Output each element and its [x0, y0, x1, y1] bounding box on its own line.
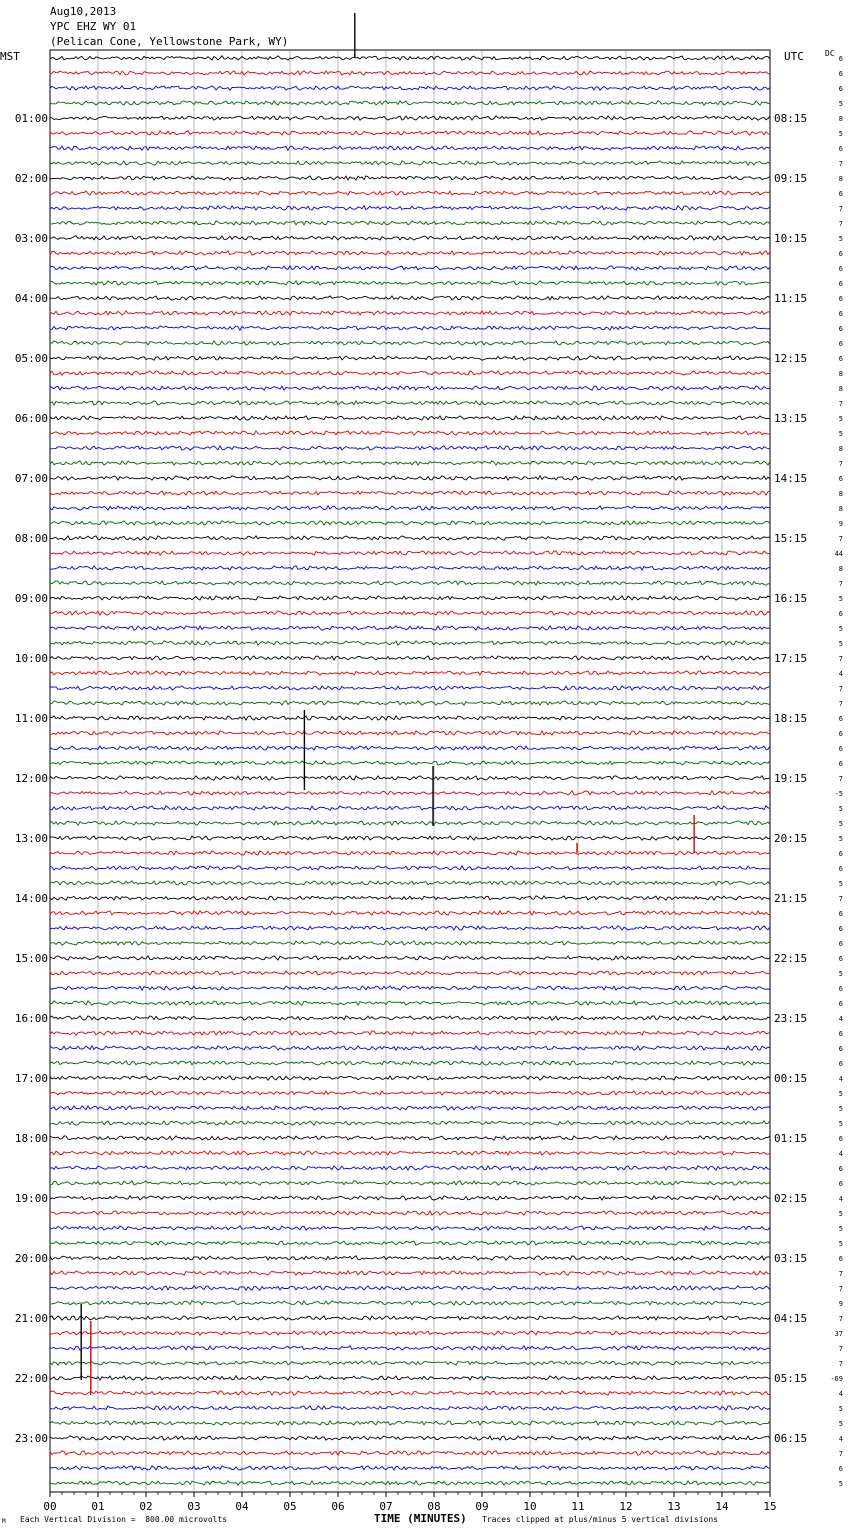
right-hour-label: 15:15: [774, 532, 808, 545]
x-tick-label: 10: [523, 1500, 537, 1513]
dc-offset-value: 4: [838, 1390, 843, 1398]
dc-offset-value: 5: [838, 820, 843, 828]
trace-line: [50, 881, 770, 885]
trace-line: [50, 656, 770, 660]
dc-offset-value: 6: [838, 910, 843, 918]
trace-line: [50, 296, 770, 300]
right-hour-label: 13:15: [774, 412, 808, 425]
left-hour-label: 08:00: [14, 532, 48, 545]
trace-line: [50, 1466, 770, 1470]
trace-line: [50, 1196, 770, 1200]
dc-offset-value: 6: [838, 340, 843, 348]
dc-offset-value: 9: [838, 1300, 843, 1308]
dc-offset-value: 6: [838, 295, 843, 303]
dc-offset-value: 6: [838, 1045, 843, 1053]
trace-line: [50, 356, 770, 360]
left-hour-label: 15:00: [14, 952, 48, 965]
trace-line: [50, 311, 770, 315]
dc-offset-value: 5: [838, 1090, 843, 1098]
trace-line: [50, 461, 770, 465]
x-tick-label: 05: [283, 1500, 297, 1513]
right-hour-label: 23:15: [774, 1012, 808, 1025]
vertical-scale-note: Each Vertical Division = 800.00 microvolts: [20, 1515, 228, 1524]
dc-offset-value: 5: [838, 1405, 843, 1413]
trace-line: [50, 146, 770, 150]
x-tick-label: 06: [331, 1500, 345, 1513]
dc-offset-value: -69: [830, 1375, 843, 1383]
trace-line: [50, 1001, 770, 1005]
x-tick-label: 04: [235, 1500, 249, 1513]
trace-line: [50, 1076, 770, 1080]
trace-line: [50, 851, 770, 855]
dc-offset-value: 8: [838, 370, 843, 378]
left-hour-label: 20:00: [14, 1252, 48, 1265]
trace-line: [50, 326, 770, 330]
left-hour-label: 06:00: [14, 412, 48, 425]
trace-line: [50, 1151, 770, 1155]
dc-offset-value: 5: [838, 1210, 843, 1218]
dc-offset-value: 6: [838, 1060, 843, 1068]
trace-line: [50, 1091, 770, 1095]
trace-line: [50, 716, 770, 720]
right-hour-label: 22:15: [774, 952, 808, 965]
trace-line: [50, 1376, 770, 1380]
trace-line: [50, 1316, 770, 1320]
trace-line: [50, 56, 770, 60]
trace-line: [50, 986, 770, 990]
trace-line: [50, 536, 770, 540]
dc-offset-value: 6: [838, 1135, 843, 1143]
dc-offset-value: 5: [838, 430, 843, 438]
dc-offset-value: 6: [838, 715, 843, 723]
trace-line: [50, 1436, 770, 1440]
dc-offset-value: 5: [838, 1420, 843, 1428]
dc-offset-value: 8: [838, 115, 843, 123]
dc-offset-value: 5: [838, 625, 843, 633]
trace-line: [50, 761, 770, 765]
dc-offset-value: 6: [838, 85, 843, 93]
trace-line: [50, 1361, 770, 1365]
dc-offset-value: 6: [838, 865, 843, 873]
dc-offset-value: 4: [838, 1150, 843, 1158]
dc-offset-value: 7: [838, 655, 843, 663]
dc-offset-value: 8: [838, 385, 843, 393]
dc-offset-value: 6: [838, 250, 843, 258]
dc-offset-value: 7: [838, 205, 843, 213]
dc-offset-value: 7: [838, 775, 843, 783]
right-hour-label: 09:15: [774, 172, 808, 185]
trace-line: [50, 911, 770, 915]
dc-offset-value: 4: [838, 1435, 843, 1443]
dc-offset-value: 6: [838, 955, 843, 963]
trace-line: [50, 491, 770, 495]
left-hour-label: 23:00: [14, 1432, 48, 1445]
trace-line: [50, 341, 770, 345]
trace-line: [50, 581, 770, 585]
left-hour-label: 13:00: [14, 832, 48, 845]
left-hour-label: 21:00: [14, 1312, 48, 1325]
dc-offset-value: 6: [838, 610, 843, 618]
left-hour-label: 22:00: [14, 1372, 48, 1385]
x-tick-label: 02: [139, 1500, 153, 1513]
dc-offset-value: 6: [838, 325, 843, 333]
dc-offset-value: 4: [838, 1075, 843, 1083]
dc-offset-value: 4: [838, 1195, 843, 1203]
dc-offset-value: 6: [838, 985, 843, 993]
trace-line: [50, 161, 770, 165]
trace-line: [50, 1256, 770, 1260]
left-hour-label: 04:00: [14, 292, 48, 305]
trace-line: [50, 836, 770, 840]
trace-line: [50, 1451, 770, 1455]
trace-line: [50, 266, 770, 270]
dc-offset-value: 37: [834, 1330, 843, 1338]
trace-line: [50, 191, 770, 195]
dc-offset-value: 7: [838, 535, 843, 543]
trace-line: [50, 1301, 770, 1305]
trace-line: [50, 806, 770, 810]
trace-line: [50, 221, 770, 225]
dc-offset-value: -5: [834, 790, 843, 798]
dc-offset-value: 7: [838, 895, 843, 903]
x-tick-label: 15: [763, 1500, 777, 1513]
dc-offset-value: 5: [838, 970, 843, 978]
trace-line: [50, 1181, 770, 1185]
dc-offset-value: 6: [838, 1180, 843, 1188]
x-tick-label: 12: [619, 1500, 633, 1513]
trace-line: [50, 236, 770, 240]
trace-line: [50, 926, 770, 930]
trace-line: [50, 521, 770, 525]
left-hour-label: 12:00: [14, 772, 48, 785]
dc-offset-value: 6: [838, 475, 843, 483]
dc-offset-value: 7: [838, 1315, 843, 1323]
left-hour-label: 01:00: [14, 112, 48, 125]
dc-offset-value: 8: [838, 445, 843, 453]
left-hour-label: 10:00: [14, 652, 48, 665]
trace-line: [50, 1061, 770, 1065]
dc-offset-value: 7: [838, 1360, 843, 1368]
dc-offset-value: 5: [838, 130, 843, 138]
trace-line: [50, 956, 770, 960]
dc-offset-value: 7: [838, 580, 843, 588]
dc-offset-value: 5: [838, 805, 843, 813]
x-tick-label: 08: [427, 1500, 441, 1513]
dc-offset-value: 7: [838, 1285, 843, 1293]
plot-frame: [50, 50, 770, 1492]
x-tick-label: 13: [667, 1500, 681, 1513]
trace-line: [50, 596, 770, 600]
trace-line: [50, 1346, 770, 1350]
trace-line: [50, 641, 770, 645]
left-hour-label: 18:00: [14, 1132, 48, 1145]
trace-line: [50, 626, 770, 630]
dc-offset-value: 5: [838, 415, 843, 423]
dc-offset-value: 7: [838, 220, 843, 228]
trace-line: [50, 896, 770, 900]
trace-line: [50, 1286, 770, 1290]
dc-offset-value: 6: [838, 55, 843, 63]
dc-offset-value: 5: [838, 1105, 843, 1113]
right-hour-label: 04:15: [774, 1312, 808, 1325]
left-hour-label: 02:00: [14, 172, 48, 185]
dc-offset-value: 6: [838, 745, 843, 753]
trace-line: [50, 1391, 770, 1395]
left-hour-label: 16:00: [14, 1012, 48, 1025]
right-hour-label: 05:15: [774, 1372, 808, 1385]
station-location: (Pelican Cone, Yellowstone Park, WY): [50, 35, 289, 48]
trace-line: [50, 971, 770, 975]
dc-offset-value: 6: [838, 355, 843, 363]
dc-offset-value: 5: [838, 235, 843, 243]
right-hour-label: 19:15: [774, 772, 808, 785]
trace-line: [50, 131, 770, 135]
dc-offset-value: 8: [838, 490, 843, 498]
trace-line: [50, 1211, 770, 1215]
trace-line: [50, 776, 770, 780]
dc-offset-value: 6: [838, 1255, 843, 1263]
dc-offset-value: 8: [838, 175, 843, 183]
dc-offset-value: 6: [838, 1165, 843, 1173]
dc-offset-value: 5: [838, 1240, 843, 1248]
dc-offset-value: 8: [838, 505, 843, 513]
trace-line: [50, 671, 770, 675]
dc-offset-value: 7: [838, 1270, 843, 1278]
x-tick-label: 01: [91, 1500, 105, 1513]
trace-line: [50, 1226, 770, 1230]
left-timezone-label: MST: [0, 50, 20, 63]
trace-line: [50, 1406, 770, 1410]
left-hour-label: 14:00: [14, 892, 48, 905]
dc-offset-value: 9: [838, 520, 843, 528]
trace-line: [50, 1016, 770, 1020]
trace-line: [50, 686, 770, 690]
trace-line: [50, 431, 770, 435]
dc-offset-value: 6: [838, 280, 843, 288]
trace-line: [50, 386, 770, 390]
left-hour-label: 09:00: [14, 592, 48, 605]
trace-line: [50, 941, 770, 945]
x-axis-label: TIME (MINUTES): [374, 1512, 467, 1525]
clipping-note: Traces clipped at plus/minus 5 vertical divisions: [482, 1515, 719, 1524]
dc-offset-value: 5: [838, 595, 843, 603]
dc-offset-value: 5: [838, 880, 843, 888]
footer-mark: M: [2, 1518, 6, 1525]
trace-line: [50, 71, 770, 75]
trace-line: [50, 731, 770, 735]
trace-line: [50, 1136, 770, 1140]
trace-line: [50, 566, 770, 570]
right-hour-label: 17:15: [774, 652, 808, 665]
dc-offset-value: 6: [838, 310, 843, 318]
right-timezone-label: UTC: [784, 50, 804, 63]
trace-line: [50, 476, 770, 480]
trace-line: [50, 251, 770, 255]
dc-offset-value: 6: [838, 1030, 843, 1038]
left-hour-label: 19:00: [14, 1192, 48, 1205]
dc-offset-value: 7: [838, 160, 843, 168]
trace-line: [50, 611, 770, 615]
right-hour-label: 01:15: [774, 1132, 808, 1145]
dc-offset-value: 5: [838, 1225, 843, 1233]
dc-offset-value: 6: [838, 265, 843, 273]
dc-offset-value: 7: [838, 1450, 843, 1458]
right-hour-label: 16:15: [774, 592, 808, 605]
dc-offset-value: 5: [838, 1480, 843, 1488]
dc-offset-value: 6: [838, 760, 843, 768]
right-hour-label: 03:15: [774, 1252, 808, 1265]
trace-line: [50, 1106, 770, 1110]
trace-line: [50, 86, 770, 90]
dc-offset-value: 4: [838, 670, 843, 678]
right-hour-label: 00:15: [774, 1072, 808, 1085]
trace-line: [50, 746, 770, 750]
x-tick-label: 03: [187, 1500, 201, 1513]
left-hour-label: 17:00: [14, 1072, 48, 1085]
station-code: YPC EHZ WY 01: [50, 20, 137, 33]
trace-line: [50, 701, 770, 705]
dc-offset-value: 7: [838, 400, 843, 408]
trace-line: [50, 506, 770, 510]
chart-date: Aug10,2013: [50, 5, 117, 18]
trace-line: [50, 1271, 770, 1275]
trace-line: [50, 1241, 770, 1245]
trace-line: [50, 1421, 770, 1425]
trace-line: [50, 1121, 770, 1125]
trace-line: [50, 1331, 770, 1335]
x-tick-label: 11: [571, 1500, 585, 1513]
right-hour-label: 18:15: [774, 712, 808, 725]
left-hour-label: 05:00: [14, 352, 48, 365]
x-tick-label: 00: [43, 1500, 57, 1513]
dc-offset-value: 4: [838, 1015, 843, 1023]
dc-offset-value: 6: [838, 145, 843, 153]
right-hour-label: 06:15: [774, 1432, 808, 1445]
right-hour-label: 08:15: [774, 112, 808, 125]
dc-offset-value: 6: [838, 940, 843, 948]
x-tick-label: 07: [379, 1500, 393, 1513]
right-hour-label: 02:15: [774, 1192, 808, 1205]
trace-line: [50, 1046, 770, 1050]
trace-line: [50, 446, 770, 450]
right-hour-label: 21:15: [774, 892, 808, 905]
dc-offset-value: 6: [838, 190, 843, 198]
trace-line: [50, 101, 770, 105]
dc-offset-value: 8: [838, 565, 843, 573]
dc-offset-value: 5: [838, 1120, 843, 1128]
dc-offset-value: 6: [838, 850, 843, 858]
x-tick-label: 14: [715, 1500, 729, 1513]
x-tick-label: 09: [475, 1500, 489, 1513]
dc-offset-value: 6: [838, 1000, 843, 1008]
trace-line: [50, 551, 770, 555]
trace-line: [50, 281, 770, 285]
trace-line: [50, 1481, 770, 1485]
right-hour-label: 12:15: [774, 352, 808, 365]
left-hour-label: 11:00: [14, 712, 48, 725]
right-hour-label: 11:15: [774, 292, 808, 305]
trace-line: [50, 791, 770, 795]
dc-column-header: DC: [825, 49, 835, 58]
dc-offset-value: 5: [838, 640, 843, 648]
dc-offset-value: 6: [838, 925, 843, 933]
right-hour-label: 10:15: [774, 232, 808, 245]
dc-offset-value: 7: [838, 1345, 843, 1353]
left-hour-label: 03:00: [14, 232, 48, 245]
trace-line: [50, 116, 770, 120]
dc-offset-value: 7: [838, 700, 843, 708]
trace-line: [50, 1031, 770, 1035]
trace-line: [50, 1166, 770, 1170]
trace-line: [50, 206, 770, 210]
dc-offset-value: 5: [838, 100, 843, 108]
dc-offset-value: 5: [838, 835, 843, 843]
trace-line: [50, 176, 770, 180]
right-hour-label: 20:15: [774, 832, 808, 845]
left-hour-label: 07:00: [14, 472, 48, 485]
dc-offset-value: 7: [838, 460, 843, 468]
trace-line: [50, 416, 770, 420]
dc-offset-value: 6: [838, 70, 843, 78]
trace-line: [50, 821, 770, 825]
dc-offset-value: 6: [838, 1465, 843, 1473]
trace-line: [50, 371, 770, 375]
dc-offset-value: 44: [834, 550, 843, 558]
dc-offset-value: 6: [838, 730, 843, 738]
trace-line: [50, 401, 770, 405]
trace-line: [50, 866, 770, 870]
right-hour-label: 14:15: [774, 472, 808, 485]
dc-offset-value: 7: [838, 685, 843, 693]
